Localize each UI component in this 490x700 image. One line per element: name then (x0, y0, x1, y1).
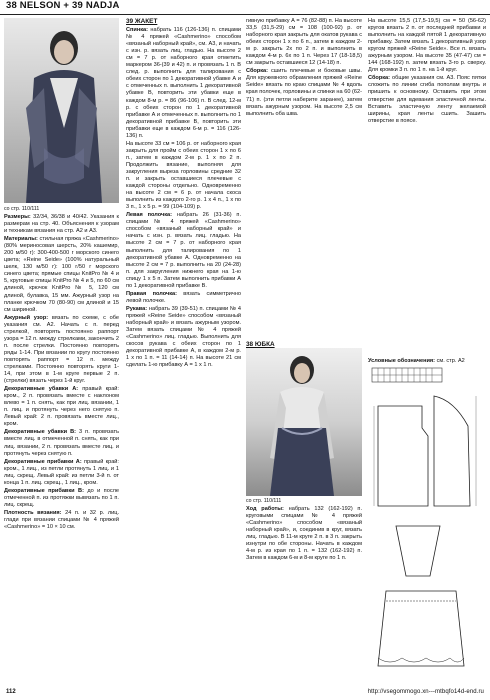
page-footer (0, 687, 490, 700)
photo-caption-jacket: со стр. 110/111 (4, 206, 40, 212)
materials-text: стильная пряжа «Cashmerino» (80% мериносовая шерсть, 20% кашемир, 200 м/50 г): 300-400-500 г морского синего цвета; «Reine Seide» (100% натуральный шелк, 130 м/50 г): 100 г/50 г морского синего цвета; прямые спицы KnitPro № 4 и 5, круговые спицы KnitPro № 4 и 5, по 60 см длиной, крючок KnitPro № 5, 120 см длиной, булавка, 15 мм. Ажурный узор на планке крючком 70 (80-90) см длиной и 15 см шириной. (4, 236, 119, 313)
photo-caption-skirt: со стр. 110/111 (246, 498, 282, 504)
inc-label: Декоративные прибавки А: (4, 458, 82, 465)
right-front-text: вязать симметрично левой полочке. (126, 290, 241, 304)
density-label: Плотность вязания: (4, 509, 62, 516)
column-2 (126, 18, 241, 370)
dec-label: Декоративные убавки А: (4, 386, 79, 393)
col3-assembly-label: Сборка: (246, 68, 269, 75)
model-photo-jacket (4, 18, 119, 203)
right-front-label: Правая полочка: (126, 290, 178, 297)
column-1 (4, 214, 119, 532)
materials-label: Материалы: (4, 236, 38, 243)
armhole-text: На высоте 33 см = 106 р. от наборного края закрыть для пройм с обеих сторон 1 х по 6 п., затем в каждом 2-м р. 1 х по 2 п. Продолжить вязание, выполняя для закругления выреза горловины средние 32 п. и закрыть оставшиеся плечевые с каждой стороны отдельно. Одновременно на высоте 2 см = 6 р. от начала скоса выполнить из каждого 2-го р. 1 х 4 п., 1 х по 3 п., 1 х 5 р. = 99 (104-109) р. (126, 140, 241, 211)
col4-top-text: На высоте 15,5 (17,5-19,5) см = 50 (56-62) кругов вязать 2 п. от последней прибавки и выполнить на каждой пятой 1 декоративную прибавку. Затем вязать 1 декоративный узор кругом пряжей «Reine Seide». Все п. вязать ажурным узором. На высоте 35 (47-47) см = 144 (168-192) п. затем вязать 3-го р. сверху. Для кромки 3 п. по 1 п. на 1-й круг. (368, 18, 486, 74)
page-title: 38 NELSON + 39 NADJA (6, 0, 120, 11)
legend (368, 358, 465, 364)
dec-text: правый край: кром., 2 п. провязать вместе с наклоном влево = 1 п. снять, как при лиц. вязании, 1 п. лиц. и протянуть через него снятую п. Левый край: 2 п. провязать вместе лиц., кром. (4, 386, 119, 428)
left-front-label: Левая полочка: (126, 212, 173, 219)
lace-text: вязать по схеме, с обе указания см. А2. Начать с п. перед стрелкой, повторять постоянно раппорт узора = 12 п. между стрелками, закончить 2 п. после стрелки. Постоянно повторять ряды 1-14. При вязании по кругу постоянно повторять раппорт = 12 п. между стрелками. Постоянно повторять круги 1-14, при этом в 1-м круге первые 2 п. (стрелки) вязать через 1-й круг. (4, 314, 120, 385)
section-title-skirt: 38 ЮБКА (246, 341, 275, 348)
lace-label: Ажурный узор: (4, 314, 49, 321)
inc2-text: до и после отмеченной п. из протяжки вывязать по 1 п. лиц. скрещ. (4, 487, 119, 508)
skirt-label: Ход работы: (246, 506, 284, 512)
pattern-schematics (368, 366, 486, 682)
col4-assembly-label: Сборка: (368, 75, 391, 82)
source-url: http://vsegommogo.xn---mtbqfo14d-end.ru (367, 689, 484, 695)
back-label: Спинка: (126, 27, 149, 34)
col4-assembly-text: общие указания см. А3. Пояс пятки сложить по линии сгиба пополам внутрь и пришить к основному. Оставить при этом отверстие для вдевания эластичной ленты. Вставить эластичную ленту желаемой ширины, края ленты сшить. Зашить отверстие в поясе. (368, 75, 487, 124)
inc-text: правый край: кром., 1 лиц., из петли протянуть 1 лиц. и 1 лиц. скрещ. Левый край: из петли 3-й п. от конца 1 п. лиц. скрещ., 1 лиц., кром. (4, 458, 119, 486)
sleeve-label: Рукава: (126, 305, 148, 312)
page-header (0, 0, 490, 15)
column-4 (368, 18, 486, 126)
density-text: 24 п. и 32 р. лиц. глади при вязании спицами № 4 пряжей «Cashmerino» = 10 × 10 см. (4, 509, 119, 531)
sizes-text: 32/34, 36/38 и 40/42. Указания к размерам на стр. 40. Объяснения к узорам и техникам вязания на стр. А2 и А3. (4, 214, 119, 235)
inc2-label: Декоративные прибавки В: (4, 487, 84, 494)
col3-assembly-text: сшить плечевые и боковые швы. Для кружевного обрамления пряжей «Reine Seide» вязать по краю спицами № 4 вдоль края полочек, горловины и спинки на 60 (62-71) п. (эти петли наберите заранее), затем вязать ажурным узором. На высоте 2,5 см выполнить оба шва. (246, 68, 362, 117)
skirt-text: набрать 132 (162-192) п. круговыми спицами № 4 пряжей «Cashmerino» способом «вязаный наборный край», и, соединив в круг, вязать лиц. гладью. В 11-м круге 2 п. в 3 п. закрыть изнутри по обе стороны. Начать в каждом 4-м р. из края по 1 п. = 132 (162-192) п. Затем в каждом 6-м и 8-м круге по 1 п. (246, 506, 362, 562)
column-3-top (246, 18, 362, 346)
column-3-bottom (246, 506, 362, 563)
dec2-text: 3 п. провязать вместе лиц. в отмеченной п. снять, как при лиц. вязании, 2 п. провязать вместе лиц. и протянуть через снятую п. (4, 429, 119, 457)
col3-top-text: гивную прибавку А = 76 (82-88) п. На высоте 33,5 (31,5-29) см = 108 (100-92) р. от наборного края закрыть для окатов рукава с обеих сторон 1 х по 6 п., затем в каждом 2-м р. закрыть 2х по 2 п. и выполнить в каждом 4-м р. 6х по 1 п. Через 17 (18-18,5) см закрыть оставшиеся 12 (14-18) п. (246, 18, 362, 67)
legend-ref: см. стр. А2 (436, 358, 465, 364)
sleeve-text: набрать 39 (39-51) п. спицами № 4 пряжей «Reine Seide» способом «вязаный наборный край» и вязать ажурным узором. Затем вязать спицами № 4 пряжей «Cashmerino» лиц. гладью. Выполнить для скосов рукава с обеих сторон по 1 декоративной прибавке А, в каждом 2-м р. 1 х по 1 п. = 11 (14-14) п. На высоте 21 см сделать 1-ю прибавку А = 1 х 1 п. (126, 305, 241, 369)
page-number: 112 (6, 689, 16, 695)
section-title-jacket: 39 ЖАКЕТ (126, 18, 158, 25)
left-front-text: набрать 26 (31-36) п. спицами № 4 пряжей «Cashmerino» способом «вязаный наборный край» и начать с изн. р. вязать лиц. гладью. На высоте 2 см = 7 р. от наборного края выполнить для талирования по 1 декоративной убавке А. Одновременно на высоте 2 см = 7 р. выполнить на 20 (24-28) п. для закругления нижнего края на 1-ю спицу 1 х 5 п. Затем выполнить прибавки А по 1 декоративной прибавке В. (126, 212, 242, 289)
sizes-label: Размеры: (4, 214, 31, 220)
dec2-label: Декоративные убавки В: (4, 429, 77, 436)
model-photo-skirt (246, 348, 362, 496)
legend-label: Условные обозначения: (368, 358, 436, 364)
back-text: набрать 116 (126-136) п. спицами № 4 пряжей «Cashmerino» способом «вязаный наборный край», см. А3, и начать с изн. р. вязать лиц. гладью. На высоте 2 см = 7 р. от наборного края отметить маркером 36-(39 и 42) п. и провязать 1 п. В след. р. выполнить для талирования с обеих сторон по 1 декоративной убавке А и с отмеченных п. выполнить 1 декоративной убавке В, повторить эти убавки еще в каждом 8-м р. = 86 (96-106) п. В след. 12-м р. с обеих сторон по 1 декоративной прибавке А и отмеченных п. выполнить по 1 декоративной прибавке В, повторить эти прибавки еще в каждом 6-м р. = 116 (126-136) п. (126, 27, 241, 139)
